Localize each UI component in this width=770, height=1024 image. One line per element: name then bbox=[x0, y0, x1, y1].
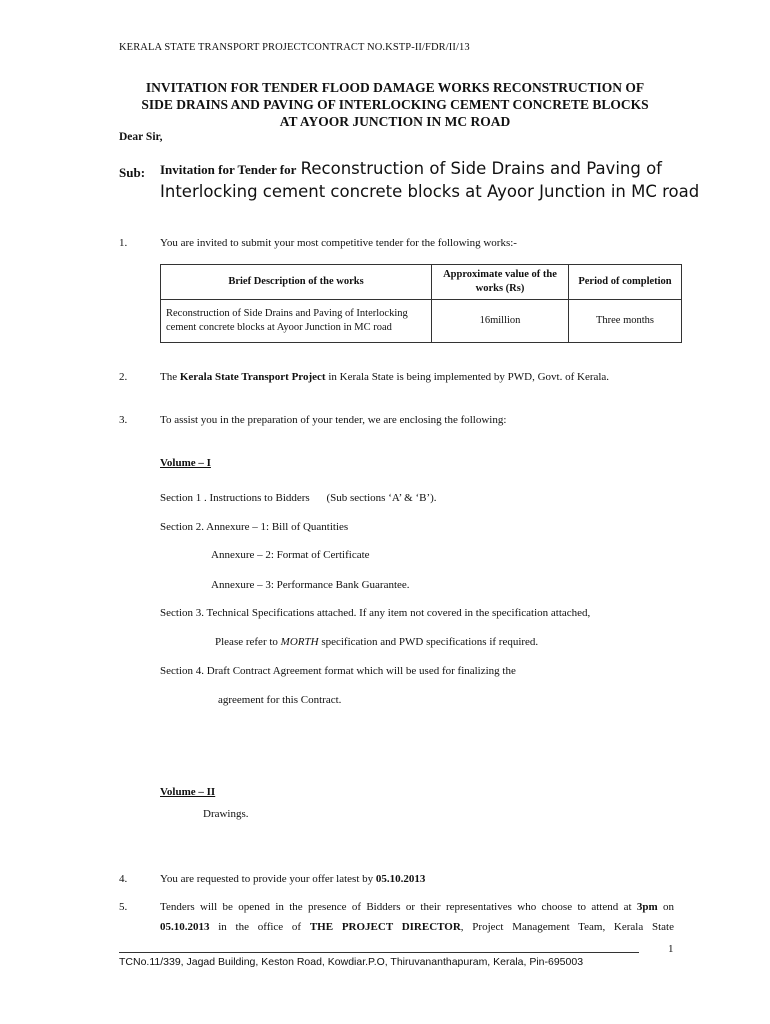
section-3-morth: MORTH bbox=[280, 636, 319, 648]
item-number-1: 1. bbox=[119, 237, 128, 249]
footer-address: TCNo.11/339, Jagad Building, Keston Road, Kowdiar.P.O, Thiruvananthapuram, Kerala, Pin-695003 bbox=[119, 956, 584, 968]
item-number-3: 3. bbox=[119, 414, 128, 426]
item-number-2: 2. bbox=[119, 371, 128, 383]
paragraph-5-pre: Tenders will be opened in the presence of Bidders or their representatives who choose to attend at bbox=[160, 901, 637, 913]
item-number-5: 5. bbox=[119, 901, 128, 913]
section-3-pre: Please refer to bbox=[215, 636, 281, 648]
paragraph-3: To assist you in the preparation of your tender, we are enclosing the following: bbox=[160, 414, 507, 426]
table-cell-value: 16million bbox=[432, 300, 569, 343]
paragraph-5-mid: in the office of bbox=[209, 921, 310, 933]
paragraph-2-project: Kerala State Transport Project bbox=[179, 371, 326, 383]
footer-divider bbox=[119, 952, 639, 953]
section-2: Section 2. Annexure – 1: Bill of Quantities bbox=[160, 521, 349, 533]
subject-label: Sub: bbox=[119, 165, 146, 180]
paragraph-5-date: 05.10.2013 bbox=[160, 921, 210, 933]
section-3: Section 3. Technical Specifications attached. If any item not covered in the specification attached, bbox=[160, 607, 591, 619]
paragraph-5-on: on bbox=[657, 901, 675, 913]
section-3-post: specification and PWD specifications if required. bbox=[318, 636, 539, 648]
title-line-3: AT AYOOR JUNCTION IN MC ROAD bbox=[279, 114, 511, 129]
section-1-text: Section 1 . Instructions to Bidders bbox=[160, 492, 310, 504]
table-cell-description: Reconstruction of Side Drains and Paving of Interlocking cement concrete blocks at Ayoor Junction in MC road bbox=[161, 300, 432, 343]
table-cell-period: Three months bbox=[569, 300, 682, 343]
section-3-continued bbox=[215, 636, 538, 648]
paragraph-4-date: 05.10.2013 bbox=[375, 873, 426, 885]
annexure-2: Annexure – 2: Format of Certificate bbox=[211, 549, 370, 561]
title-line-2: SIDE DRAINS AND PAVING OF INTERLOCKING CEMENT CONCRETE BLOCKS bbox=[141, 97, 649, 112]
paragraph-5-line-1 bbox=[160, 901, 674, 913]
table-header-row bbox=[161, 265, 682, 300]
section-4: Section 4. Draft Contract Agreement format which will be used for finalizing the bbox=[160, 665, 516, 677]
table-header-value: Approximate value of the works (Rs) bbox=[432, 265, 569, 300]
paragraph-4 bbox=[160, 873, 425, 885]
page-number: 1 bbox=[668, 943, 674, 955]
table-header-description: Brief Description of the works bbox=[161, 265, 432, 300]
paragraph-2-pre: The bbox=[160, 371, 180, 383]
paragraph-5-post: , Project Management Team, Kerala State bbox=[460, 921, 674, 933]
document-title bbox=[100, 79, 690, 130]
item-number-4: 4. bbox=[119, 873, 128, 885]
volume-2-heading: Volume – II bbox=[160, 786, 216, 798]
paragraph-5-line-2 bbox=[160, 921, 674, 933]
table-header-period: Period of completion bbox=[569, 265, 682, 300]
subject-lead: Invitation for Tender for bbox=[160, 162, 297, 177]
subject-main: Reconstruction of Side Drains and Paving of Interlocking cement concrete blocks at Ayoor Junction in MC road bbox=[160, 159, 700, 201]
paragraph-4-pre: You are requested to provide your offer latest by bbox=[160, 873, 376, 885]
volume-1-heading: Volume – I bbox=[160, 457, 211, 469]
paragraph-2 bbox=[160, 371, 609, 383]
paragraph-1: You are invited to submit your most competitive tender for the following works:- bbox=[160, 237, 517, 249]
document-header: KERALA STATE TRANSPORT PROJECTCONTRACT NO.KSTP-II/FDR/II/13 bbox=[119, 42, 470, 53]
paragraph-5-office: THE PROJECT DIRECTOR bbox=[309, 921, 461, 933]
works-table bbox=[160, 264, 682, 343]
table-row bbox=[161, 300, 682, 343]
salutation: Dear Sir, bbox=[119, 131, 163, 143]
annexure-3: Annexure – 3: Performance Bank Guarantee. bbox=[211, 579, 410, 591]
paragraph-5-time: 3pm bbox=[636, 901, 658, 913]
section-1 bbox=[160, 492, 437, 504]
subject-text bbox=[160, 158, 700, 203]
section-4-continued: agreement for this Contract. bbox=[218, 694, 342, 706]
section-1-subsections: (Sub sections ‘A’ & ‘B’). bbox=[326, 492, 437, 504]
volume-2-drawings: Drawings. bbox=[203, 808, 249, 820]
paragraph-2-post: in Kerala State is being implemented by PWD, Govt. of Kerala. bbox=[325, 371, 610, 383]
title-line-1: INVITATION FOR TENDER FLOOD DAMAGE WORKS RECONSTRUCTION OF bbox=[145, 80, 645, 95]
